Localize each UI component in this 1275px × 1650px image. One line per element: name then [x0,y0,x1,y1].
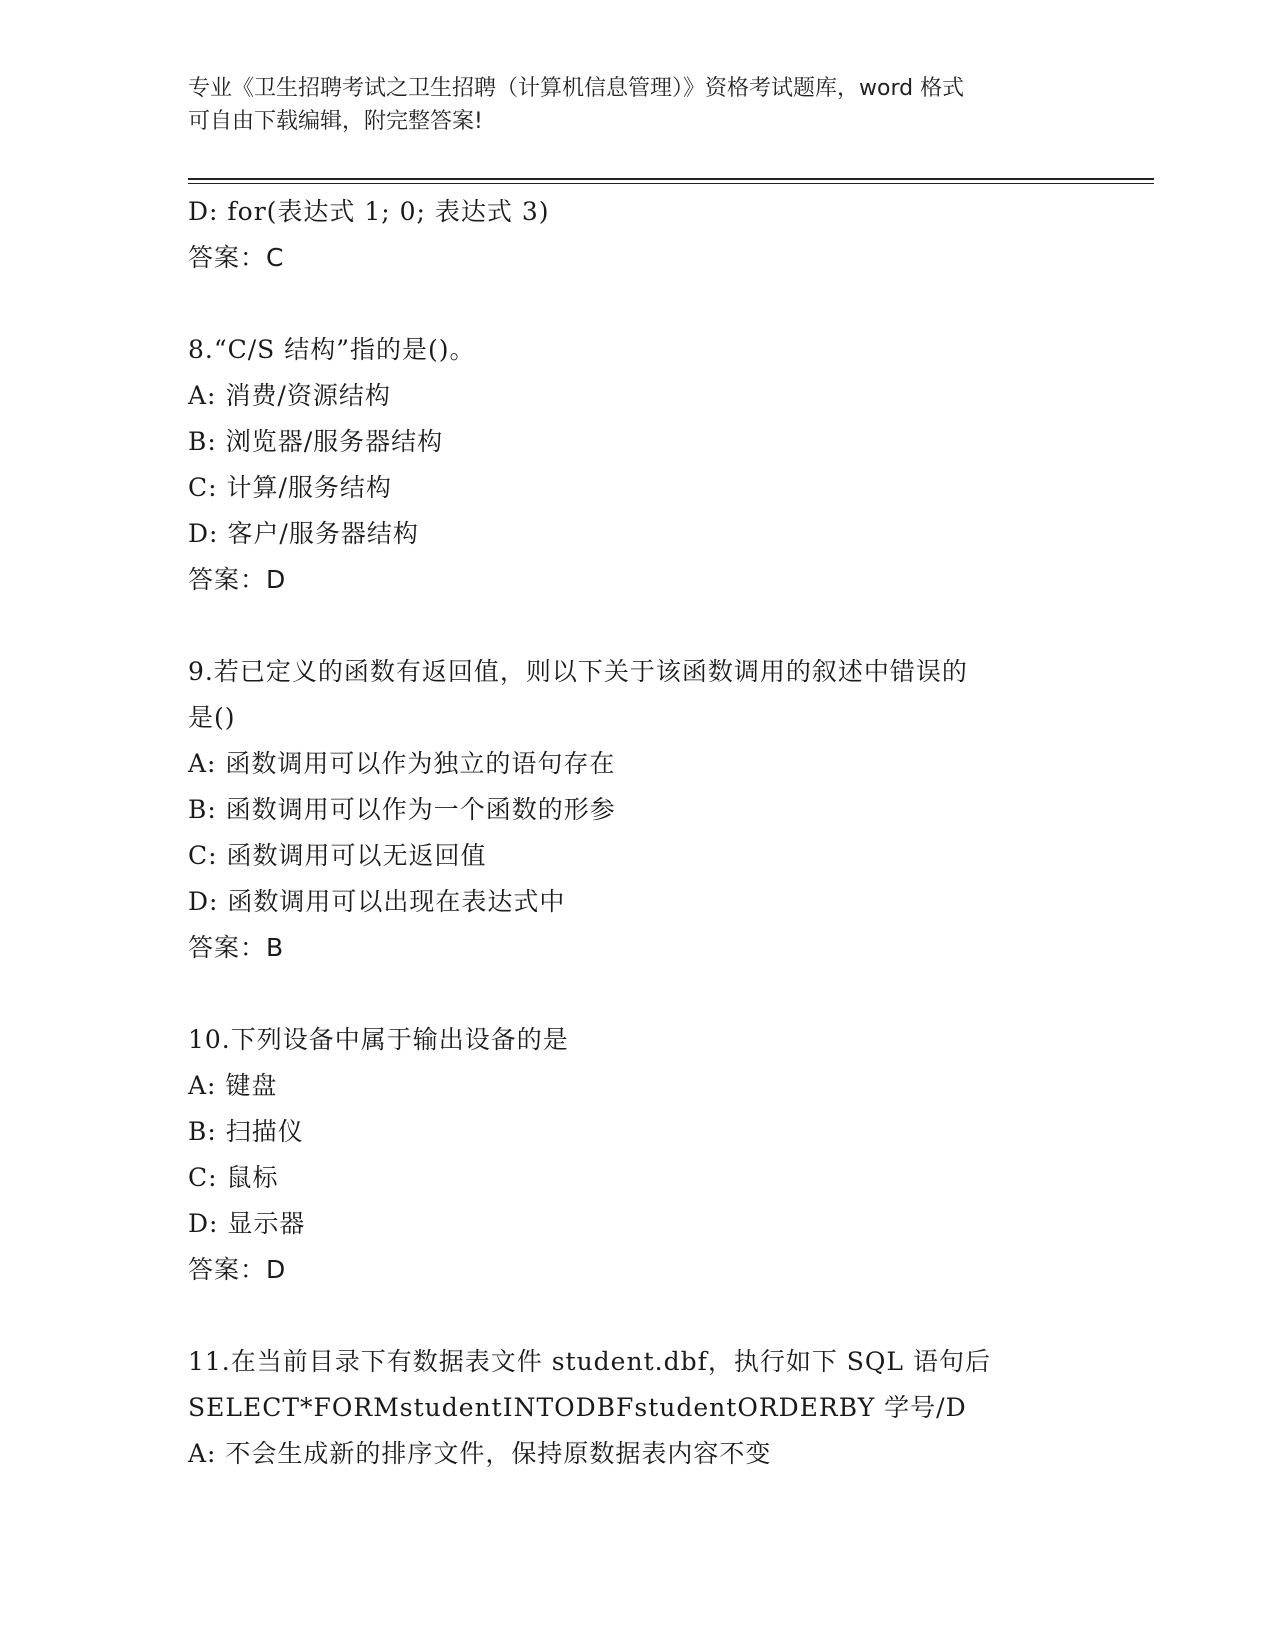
question-stem: 11.在当前目录下有数据表文件 student.dbf，执行如下 SQL 语句后 [188,1347,991,1376]
option-b: B: 扫描仪 [188,1117,304,1146]
option-d: D: 函数调用可以出现在表达式中 [188,887,566,916]
option-a: A: 函数调用可以作为独立的语句存在 [188,749,616,778]
header-line-1: 专业《卫生招聘考试之卫生招聘（计算机信息管理）》资格考试题库，word 格式 [188,76,965,101]
option-c: C: 鼠标 [188,1163,279,1192]
question-block [188,649,1088,971]
option-d: D: 客户/服务器结构 [188,519,419,548]
question-stem: 9.若已定义的函数有返回值，则以下关于该函数调用的叙述中错误的 [188,657,968,686]
spacer [188,603,1088,649]
spacer [188,971,1088,1017]
header-divider-thin [188,183,1154,184]
option-c: C: 函数调用可以无返回值 [188,841,487,870]
header-divider-thick [188,178,1154,180]
option-a: A: 键盘 [188,1071,278,1100]
spacer [188,281,1088,327]
option-a: A: 消费/资源结构 [188,381,391,410]
answer-line: 答案：C [188,243,285,272]
question-block [188,327,1088,603]
option-a: A: 不会生成新的排序文件，保持原数据表内容不变 [188,1439,772,1468]
option-c: C: 计算/服务结构 [188,473,392,502]
question-stem-continued: 是() [188,703,236,732]
spacer [188,1293,1088,1339]
option-d: D: for(表达式 1; 0; 表达式 3) [188,197,550,226]
answer-line: 答案：B [188,933,285,962]
document-body [188,189,1088,1477]
answer-line: 答案：D [188,1255,287,1284]
option-d: D: 显示器 [188,1209,306,1238]
document-header [188,72,1068,138]
header-line-2: 可自由下载编辑，附完整答案! [188,109,483,134]
question-block [188,1017,1088,1293]
question-stem-continued: SELECT*FORMstudentINTODBFstudentORDERBY 学号/D [188,1393,967,1422]
question-stem: 8.“C/S 结构”指的是()。 [188,335,476,364]
answer-line: 答案：D [188,565,287,594]
question-block [188,1339,1088,1477]
option-b: B: 函数调用可以作为一个函数的形参 [188,795,616,824]
option-b: B: 浏览器/服务器结构 [188,427,444,456]
question-stem: 10.下列设备中属于输出设备的是 [188,1025,569,1054]
